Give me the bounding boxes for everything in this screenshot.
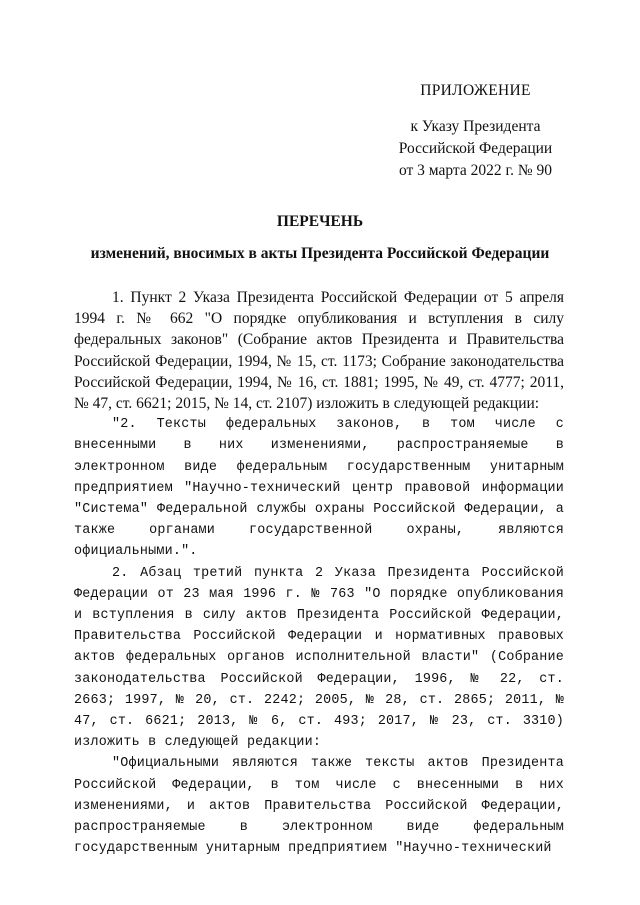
document-body — [74, 287, 564, 859]
document-title-block — [60, 212, 580, 264]
document-subtitle: изменений, вносимых в акты Президента Российской Федерации — [90, 245, 550, 262]
appendix-spacer — [388, 102, 563, 116]
appendix-header — [388, 80, 563, 182]
paragraph-1-quote: "2. Тексты федеральных законов, в том числе с внесенными в них изменениями, распространяемые в электронном виде федеральным государственным унитарным предприятием "Научно-технический центр правовой информации "Система" Федеральной службы охраны Российской Федерации, а также органами государственной охраны, являются официальными.". — [74, 417, 564, 560]
appendix-decree-line: к Указу Президента — [410, 118, 541, 135]
paragraph-1: 1. Пункт 2 Указа Президента Российской Федерации от 5 апреля 1994 г. № 662 "О порядке опубликования и вступления в силу федеральных законов" (Собрание актов Президента и Правительства Российской Федерации, 1994, № 15, ст. 1173; Собрание законодательства Российской Федерации, 1994, № 16, ст. 1881; 1995, № 49, ст. 4777; 2011, № 47, ст. 6621; 2015, № 14, ст. 2107) изложить в следующей редакции: — [74, 289, 564, 413]
document-title: ПЕРЕЧЕНЬ — [276, 213, 364, 230]
appendix-country-line: Российской Федерации — [398, 140, 553, 157]
appendix-date-line: от 3 марта 2022 г. № 90 — [398, 162, 553, 179]
paragraph-2: 2. Абзац третий пункта 2 Указа Президента Российской Федерации от 23 мая 1996 г. № 763 "О порядке опубликования и вступления в силу актов Президента Российской Федерации, Правительства Российской Федерации и нормативных правовых актов федеральных органов исполнительной власти" (Собрание законодательства Российской Федерации, 1996, № 22, ст. 2663; 1997, № 20, ст. 2242; 2005, № 28, ст. 2865; 2011, № 47, ст. 6621; 2013, № 6, ст. 493; 2017, № 23, ст. 3310) изложить в следующей редакции: — [74, 565, 564, 751]
appendix-title: ПРИЛОЖЕНИЕ — [420, 82, 531, 99]
paragraph-2-quote: "Официальными являются также тексты актов Президента Российской Федерации, в том числе с внесенными в них изменениями, и актов Правительства Российской Федерации, распространяемые в электронном виде федеральным государственным унитарным предприятием "Научно-технический — [74, 756, 564, 857]
